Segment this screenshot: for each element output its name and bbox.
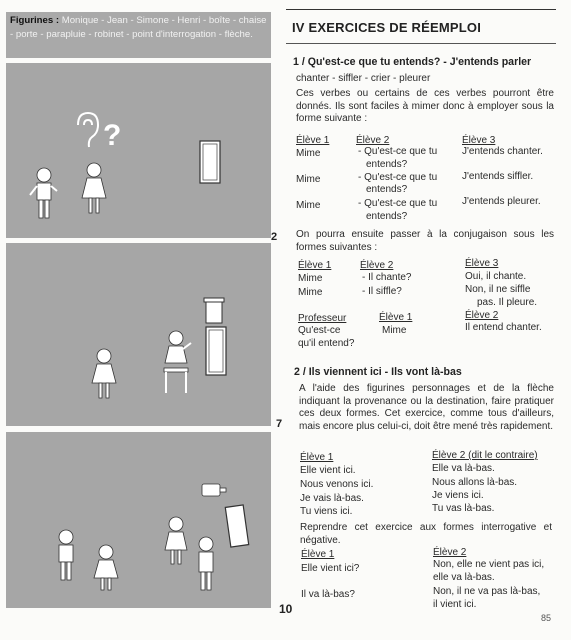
ex2q-header-eleve2: Élève 2 (433, 547, 467, 558)
conj-row1-e2: - Il chante? (362, 272, 412, 283)
panel-number-7: 7 (276, 418, 283, 430)
prof-header-eleve2: Élève 2 (465, 310, 499, 321)
box-icon (204, 298, 224, 323)
conj-row2-e2: - Il siffle? (362, 286, 402, 297)
ex1-row2-e1: Mime (296, 174, 321, 185)
prof-q2: qu'il entend? (298, 338, 355, 349)
conj-row1-e1: Mime (298, 273, 323, 284)
conj-row2-e1: Mime (298, 287, 323, 298)
page-number: 85 (541, 613, 552, 623)
conj-row2-e3: Non, il ne siffle (465, 284, 531, 295)
ex2-pair1-b: Elle va là-bas. (432, 463, 495, 474)
ex2-pair2-a: Nous venons ici. (300, 479, 374, 490)
boy-figure (59, 530, 73, 580)
ex1-row2-e3: J'entends siffler. (462, 171, 534, 182)
panel-number-10: 10 (279, 602, 293, 616)
door-icon (225, 505, 248, 547)
ex2-header-eleve2: Élève 2 (dit le contraire) (432, 450, 538, 461)
ex1-row3-e1: Mime (296, 200, 321, 211)
prof-header: Professeur (298, 313, 347, 324)
ex1-row3-e2a: - Qu'est-ce que tu (358, 198, 438, 209)
conj-header-eleve3: Élève 3 (465, 258, 499, 269)
ex1-row1-e1: Mime (296, 148, 321, 159)
ex1-row2-e2b: entends? (366, 184, 408, 195)
conj-header-eleve2: Élève 2 (360, 260, 394, 271)
door-icon (206, 327, 226, 375)
ex2q-row2-e2b: il vient ici. (433, 599, 477, 610)
ex2-pair3-b: Je viens ici. (432, 490, 484, 501)
ex2q-row1-e2b: elle va là-bas. (433, 572, 495, 583)
conj-row1-e3: Oui, il chante. (465, 271, 527, 282)
ex1-header-eleve1: Élève 1 (296, 135, 330, 146)
panel-2-drawing (6, 243, 271, 426)
door-icon (200, 141, 220, 183)
ex1-header-eleve2: Élève 2 (356, 135, 390, 146)
ex2-header-eleve1: Élève 1 (300, 452, 334, 463)
illustration-panel-3 (6, 432, 271, 608)
prof-q1: Qu'est-ce (298, 325, 341, 336)
conj-header-eleve1: Élève 1 (298, 260, 332, 271)
girl-figure (165, 517, 187, 564)
exercise-1-intro: Ces verbes ou certains de ces verbes pourront être donnés. Ils sont faciles à mimer donc à employer sous la forme suivante : (296, 88, 554, 124)
ex2-pair4-b: Tu vas là-bas. (432, 503, 495, 514)
illustration-panel-2 (6, 243, 271, 426)
man-figure (199, 537, 213, 590)
girl-figure (92, 349, 116, 398)
figurines-box (6, 12, 271, 58)
ex2-pair2-b: Nous allons là-bas. (432, 477, 518, 488)
exercise-1-title: 1 / Qu'est-ce que tu entends? - J'entends parler (293, 56, 532, 68)
ex2-reprendre: Reprendre cet exercice aux formes interrogative et négative. (300, 522, 552, 546)
girl-figure (82, 163, 106, 213)
conj-row3-e3: pas. Il pleure. (477, 297, 538, 308)
ex1-conjugation-intro: On pourra ensuite passer à la conjugaison sous les formes suivantes : (296, 229, 554, 253)
figurines-list: Monique - Jean - Simone - Henri - boîte - chaise - porte - parapluie - robinet - point d'interrogation - flèche. (10, 15, 267, 40)
ex1-row1-e2b: entends? (366, 159, 408, 170)
ex1-row1-e2a: - Qu'est-ce que tu (358, 146, 438, 157)
section-rule (286, 43, 556, 44)
boy-figure (30, 168, 57, 218)
top-rule (286, 9, 556, 10)
panel-3-drawing (6, 432, 271, 608)
ex2q-row1-e1: Elle vient ici? (301, 563, 360, 574)
ex2q-row2-e2a: Non, il ne va pas là-bas, (433, 586, 541, 597)
prof-header-eleve1: Élève 1 (379, 312, 413, 323)
ex1-row3-e2b: entends? (366, 211, 408, 222)
ex2q-header-eleve1: Élève 1 (301, 549, 335, 560)
ex1-row2-e2a: - Qu'est-ce que tu (358, 172, 438, 183)
exercise-1-verbs: chanter - siffler - crier - pleurer (296, 73, 431, 84)
ex2-pair4-a: Tu viens ici. (300, 506, 353, 517)
ex1-row1-e3: J'entends chanter. (462, 146, 543, 157)
panel-number-2: 2 (271, 231, 278, 243)
ex2-pair3-a: Je vais là-bas. (300, 493, 364, 504)
prof-e2: Il entend chanter. (465, 322, 542, 333)
girl-figure (94, 545, 118, 590)
illustration-panel-1 (6, 63, 271, 238)
ex1-header-eleve3: Élève 3 (462, 135, 496, 146)
ex2q-row1-e2a: Non, elle ne vient pas ici, (433, 559, 545, 570)
girl-on-chair-figure (164, 331, 191, 393)
figurines-label: Figurines : (10, 15, 60, 26)
prof-e1: Mime (382, 325, 407, 336)
ex2q-row2-e1: Il va là-bas? (301, 589, 355, 600)
ex1-row3-e3: J'entends pleurer. (462, 196, 541, 207)
question-mark-icon: ? (103, 119, 122, 152)
ex2-pair1-a: Elle vient ici. (300, 465, 356, 476)
panel-1-drawing (6, 63, 271, 238)
section-title: IV EXERCICES DE RÉEMPLOI (292, 20, 482, 35)
exercise-2-intro: A l'aide des figurines personnages et de la flèche indiquant la provenance ou la destination, faire pratiquer ces deux formes. Cet exercice, comme tous d'ailleurs, mais encore plus celui-ci, doit être mené très rapidement. (299, 383, 554, 432)
ear-icon (78, 113, 98, 147)
exercise-2-title: 2 / Ils viennent ici - Ils vont là-bas (294, 366, 462, 378)
faucet-icon (202, 484, 226, 496)
